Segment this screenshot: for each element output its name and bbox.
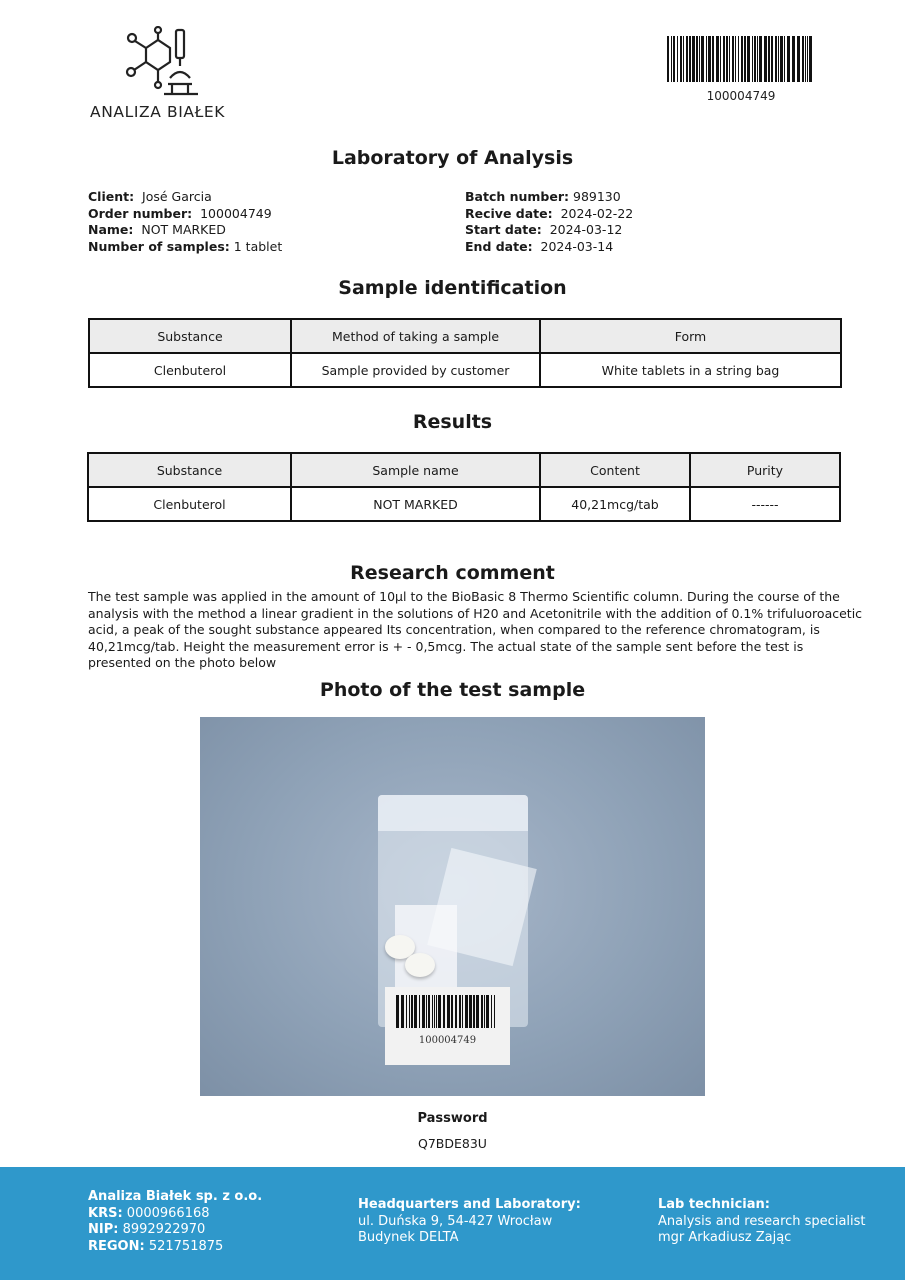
molecule-microscope-icon (124, 26, 204, 98)
table-cell: Sample provided by customer (291, 353, 540, 387)
batch-row (465, 189, 633, 206)
table-cell: NOT MARKED (291, 487, 540, 521)
company-name: Analiza Białek sp. z o.o. (88, 1189, 263, 1204)
tech-role: Analysis and research specialist (658, 1213, 866, 1229)
table-header-row (89, 319, 841, 353)
table-header-row (88, 453, 840, 487)
name-row (88, 222, 282, 239)
receive-date-value: 2024-02-22 (560, 205, 634, 221)
table-cell: 40,21mcg/tab (540, 487, 690, 521)
column-header: Substance (89, 319, 291, 353)
receive-date-row (465, 206, 633, 223)
column-header: Method of taking a sample (291, 319, 540, 353)
end-date-value: 2024-03-14 (540, 238, 614, 254)
krs-label: KRS: (88, 1205, 123, 1221)
company-logo (88, 26, 248, 126)
barcode-image (667, 36, 815, 82)
client-info-block (88, 189, 282, 255)
results-table (87, 452, 841, 522)
hq-heading: Headquarters and Laboratory: (358, 1197, 581, 1212)
regon-label: REGON: (88, 1238, 145, 1254)
samples-label: Number of samples: (88, 238, 230, 254)
regon-value: 521751875 (148, 1238, 224, 1254)
column-header: Purity (690, 453, 840, 487)
results-heading: Results (412, 411, 493, 433)
start-date-label: Start date: (465, 222, 542, 237)
page-title: Laboratory of Analysis (331, 147, 574, 169)
research-comment-text: The test sample was applied in the amount of 10µl to the BioBasic 8 Thermo Scientific column. During the course of the analysis with the method a linear gradient in the solutions of H20 and Acetonitrile with the addition of 0.1% trifuluoroacetic acid, a peak of the sought substance appeared Its concentration, when compared to the reference chromatogram, is 40,21mcg/tab. Height the measurement error is + - 0,5mcg. The actual state of the sample sent before the test is presented on the photo below (88, 589, 863, 671)
label-barcode-image (396, 995, 498, 1028)
sample-photo (200, 717, 705, 1096)
end-date-row (465, 239, 633, 256)
tech-name: mgr Arkadiusz Zając (658, 1230, 792, 1245)
name-label: Name: (88, 222, 134, 237)
headquarters-info (358, 1197, 581, 1247)
sample-identification-heading: Sample identification (338, 277, 567, 299)
client-row (88, 189, 282, 206)
column-header: Substance (88, 453, 291, 487)
password-label: Password (417, 1111, 488, 1126)
footer (0, 1167, 905, 1280)
nip-label: NIP: (88, 1222, 119, 1237)
order-label: Order number: (88, 205, 193, 221)
table-cell: ------ (690, 487, 840, 521)
samples-value: 1 tablet (233, 238, 283, 254)
batch-info-block (465, 189, 633, 255)
table-row (88, 487, 840, 521)
order-value: 100004749 (200, 205, 272, 221)
lab-technician-info (658, 1197, 866, 1247)
column-header: Sample name (291, 453, 540, 487)
company-info (88, 1189, 262, 1255)
research-comment-heading: Research comment (350, 562, 555, 584)
start-date-row (465, 222, 633, 239)
client-label: Client: (88, 189, 135, 204)
label-number: 100004749 (418, 1035, 477, 1046)
tech-heading: Lab technician: (658, 1197, 770, 1212)
krs-value: 0000966168 (126, 1205, 210, 1221)
regon-row (88, 1239, 262, 1256)
nip-value: 8992922970 (122, 1222, 206, 1237)
sample-label (385, 987, 510, 1065)
logo-text: ANALIZA BIAŁEK (90, 103, 226, 121)
receive-date-label: Recive date: (465, 205, 553, 221)
tablet (405, 953, 435, 977)
batch-label: Batch number: (465, 189, 570, 204)
table-cell: White tablets in a string bag (540, 353, 841, 387)
start-date-value: 2024-03-12 (549, 222, 623, 237)
bag-seal (378, 795, 528, 831)
barcode-number: 100004749 (706, 89, 776, 103)
column-header: Form (540, 319, 841, 353)
column-header: Content (540, 453, 690, 487)
table-cell: Clenbuterol (88, 487, 291, 521)
nip-row (88, 1222, 262, 1239)
client-value: José Garcia (142, 189, 212, 204)
batch-value: 989130 (573, 189, 621, 204)
hq-building: Budynek DELTA (358, 1230, 459, 1245)
name-value: NOT MARKED (141, 222, 226, 237)
hq-address: ul. Duńska 9, 54-427 Wrocław (358, 1213, 553, 1229)
samples-row (88, 239, 282, 256)
password-value: Q7BDE83U (418, 1136, 487, 1151)
end-date-label: End date: (465, 238, 533, 254)
order-row (88, 206, 282, 223)
table-row (89, 353, 841, 387)
table-cell: Clenbuterol (89, 353, 291, 387)
photo-heading: Photo of the test sample (319, 679, 586, 701)
sample-identification-table (88, 318, 842, 388)
krs-row (88, 1206, 262, 1223)
